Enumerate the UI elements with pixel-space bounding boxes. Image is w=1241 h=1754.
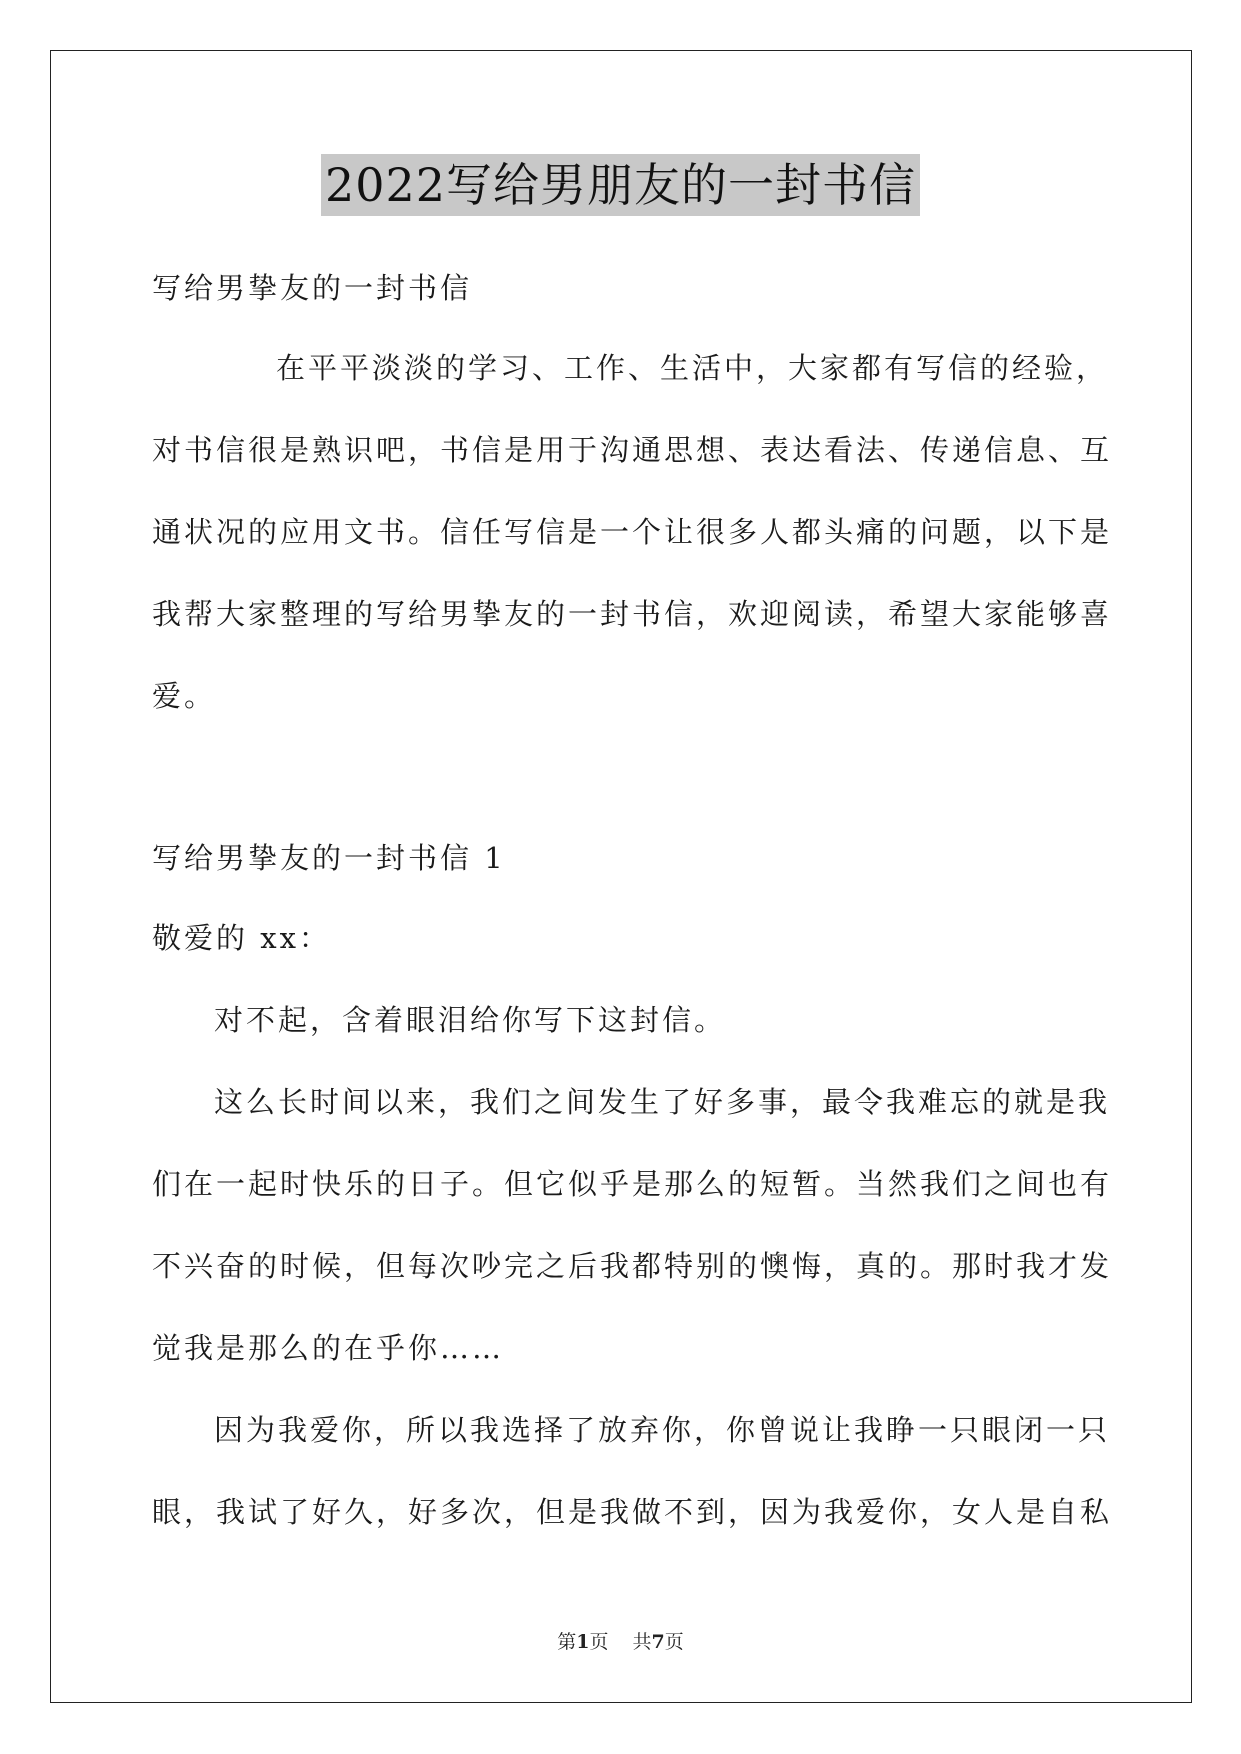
document-subtitle: 写给男挚友的一封书信 (152, 271, 473, 305)
body-line: 不兴奋的时候，但每次吵完之后我都特别的懊悔，真的。那时我才发 (152, 1249, 1113, 1283)
page-prefix: 第 (557, 1631, 577, 1653)
title-container (0, 154, 1241, 216)
intro-line: 爱。 (152, 679, 217, 713)
body-line: 眼，我试了好久，好多次，但是我做不到，因为我爱你，女人是自私 (152, 1495, 1113, 1529)
body-line: 对不起，含着眼泪给你写下这封信。 (214, 1003, 727, 1037)
salutation: 敬爱的 xx： (152, 921, 331, 955)
total-suffix: 页 (664, 1631, 684, 1653)
total-prefix: 共 (632, 1631, 652, 1653)
intro-line: 对书信很是熟识吧，书信是用于沟通思想、表达看法、传递信息、互 (152, 433, 1113, 467)
page-suffix: 页 (589, 1631, 609, 1653)
section-heading: 写给男挚友的一封书信 1 (152, 841, 506, 875)
intro-line: 通状况的应用文书。信任写信是一个让很多人都头痛的问题，以下是 (152, 515, 1113, 549)
page-footer (0, 1630, 1241, 1654)
body-line: 们在一起时快乐的日子。但它似乎是那么的短暂。当然我们之间也有 (152, 1167, 1113, 1201)
page-number: 1 (576, 1631, 590, 1653)
intro-line: 在平平淡淡的学习、工作、生活中，大家都有写信的经验， (276, 351, 1109, 385)
body-line: 这么长时间以来，我们之间发生了好多事，最令我难忘的就是我 (214, 1085, 1111, 1119)
document-title: 2022写给男朋友的一封书信 (321, 154, 920, 216)
body-line: 觉我是那么的在乎你…… (152, 1331, 505, 1365)
total-pages: 7 (651, 1631, 665, 1653)
intro-line: 我帮大家整理的写给男挚友的一封书信，欢迎阅读，希望大家能够喜 (152, 597, 1113, 631)
body-line: 因为我爱你，所以我选择了放弃你，你曾说让我睁一只眼闭一只 (214, 1413, 1111, 1447)
